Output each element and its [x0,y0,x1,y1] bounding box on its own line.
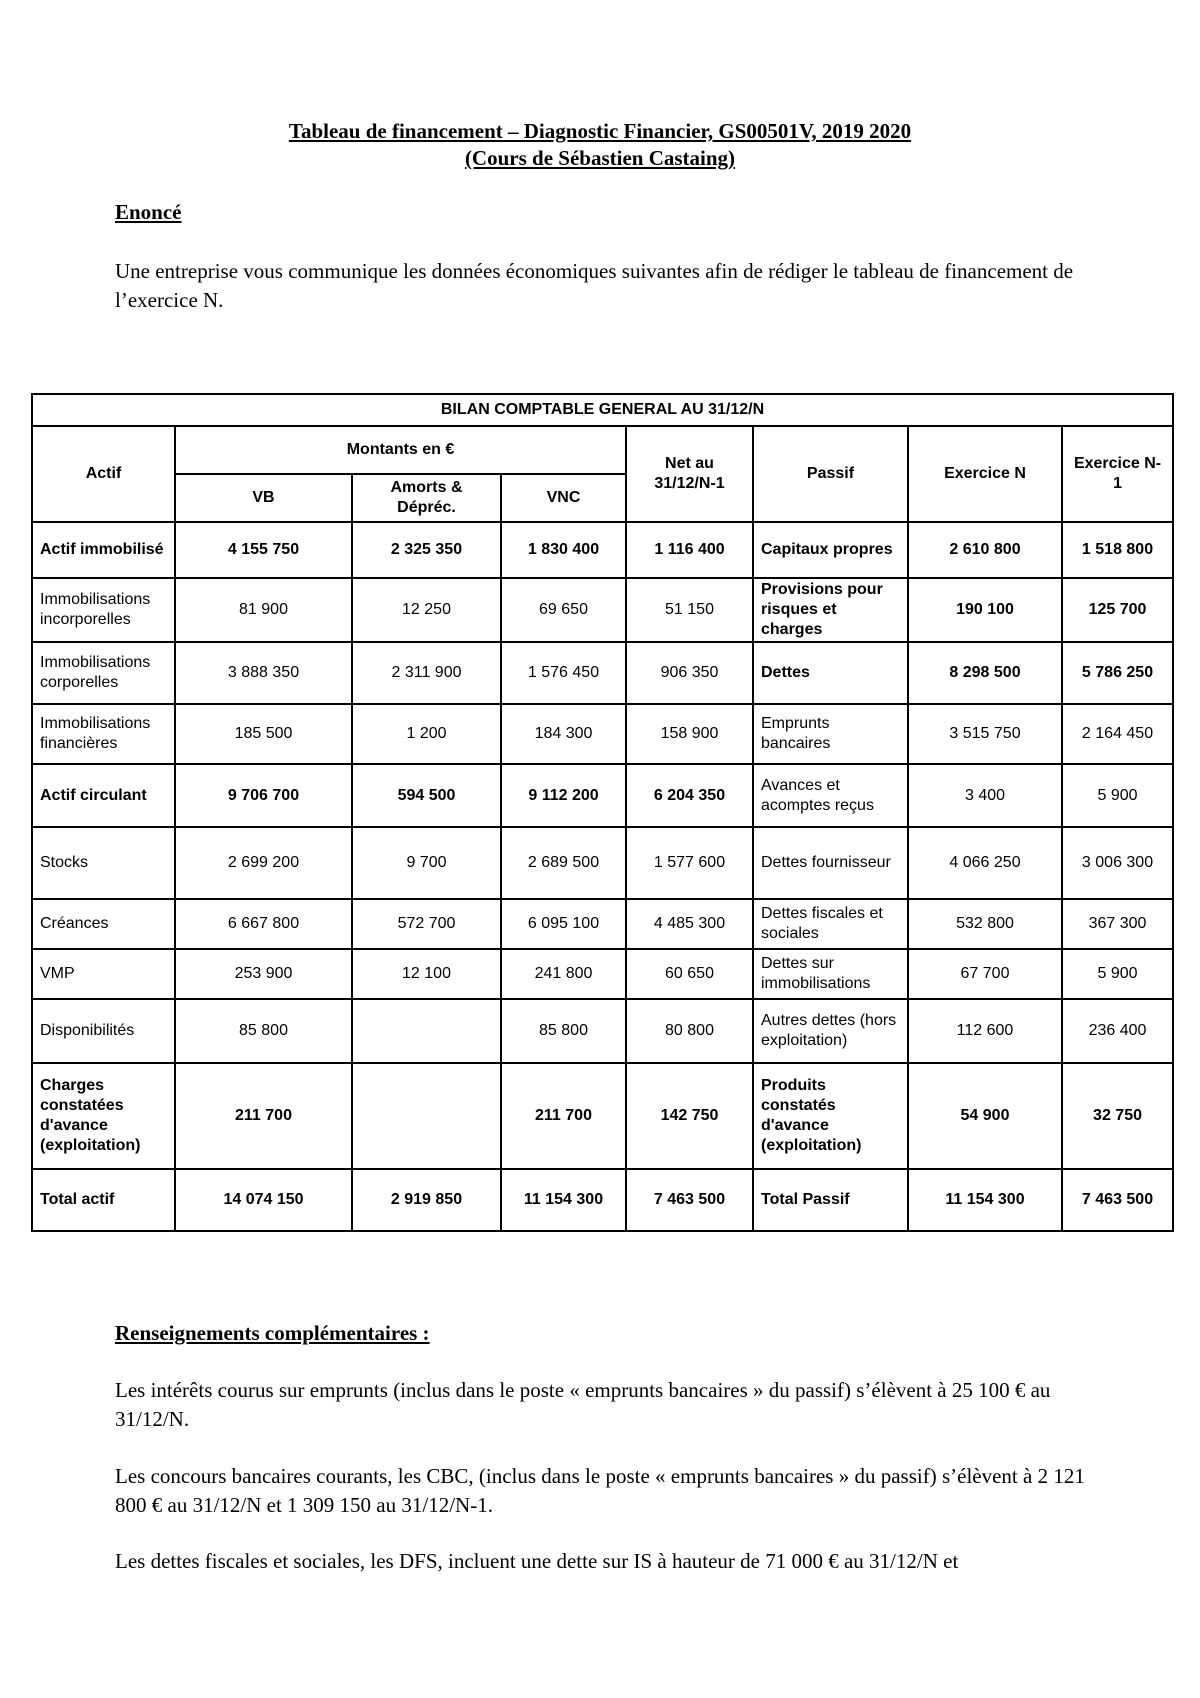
cell-amorts: 2 311 900 [352,642,501,704]
title-line-2: (Cours de Sébastien Castaing) [464,146,736,170]
cell-net: 6 204 350 [626,764,753,827]
enonce-heading: Enoncé [115,200,182,224]
cell-passif: Dettes sur immobilisations [753,949,908,999]
cell-exercice-n-1: 32 750 [1062,1063,1173,1169]
cell-exercice-n: 2 610 800 [908,522,1062,578]
table-title: BILAN COMPTABLE GENERAL AU 31/12/N [32,394,1173,426]
cell-exercice-n-1: 125 700 [1062,578,1173,642]
cell-vb: 211 700 [175,1063,352,1169]
cell-vb: 2 699 200 [175,827,352,899]
cell-vnc: 6 095 100 [501,899,626,949]
cell-amorts: 12 250 [352,578,501,642]
header-actif: Actif [32,426,175,522]
cell-exercice-n: 67 700 [908,949,1062,999]
table-row [32,899,1173,949]
cell-passif: Avances et acomptes reçus [753,764,908,827]
cell-exercice-n: 54 900 [908,1063,1062,1169]
table-row [32,764,1173,827]
cell-actif: Total actif [32,1169,175,1231]
cell-net: 80 800 [626,999,753,1063]
cell-vb: 253 900 [175,949,352,999]
cell-vb: 81 900 [175,578,352,642]
cell-amorts: 572 700 [352,899,501,949]
header-vb: VB [175,474,352,522]
bilan-table [31,393,1174,1232]
header-passif: Passif [753,426,908,522]
cell-actif: Stocks [32,827,175,899]
cell-net: 906 350 [626,642,753,704]
cell-passif: Dettes fiscales et sociales [753,899,908,949]
header-net: Net au 31/12/N-1 [626,426,753,522]
title-line-1: Tableau de financement – Diagnostic Financier, GS00501V, 2019 2020 [288,119,912,143]
cell-exercice-n-1: 367 300 [1062,899,1173,949]
renseignements-paragraph-1: Les intérêts courus sur emprunts (inclus dans le poste « emprunts bancaires » du passif) s’élèvent à 25 100 € au 31/12/N. [115,1378,1051,1431]
cell-net: 142 750 [626,1063,753,1169]
cell-exercice-n: 11 154 300 [908,1169,1062,1231]
header-exercice-n-1: Exercice N-1 [1062,426,1173,522]
cell-amorts [352,1063,501,1169]
cell-actif: Immobilisations incorporelles [32,578,175,642]
cell-net: 7 463 500 [626,1169,753,1231]
cell-amorts: 2 919 850 [352,1169,501,1231]
cell-passif: Produits constatés d'avance (exploitation) [753,1063,908,1169]
table-row [32,949,1173,999]
cell-exercice-n: 112 600 [908,999,1062,1063]
cell-actif: Créances [32,899,175,949]
header-amorts: Amorts & Dépréc. [352,474,501,522]
cell-passif: Provisions pour risques et charges [753,578,908,642]
cell-amorts: 2 325 350 [352,522,501,578]
cell-passif: Total Passif [753,1169,908,1231]
cell-exercice-n: 532 800 [908,899,1062,949]
cell-exercice-n-1: 5 900 [1062,764,1173,827]
table-row [32,578,1173,642]
cell-amorts: 12 100 [352,949,501,999]
cell-vnc: 69 650 [501,578,626,642]
cell-net: 1 116 400 [626,522,753,578]
cell-vb: 3 888 350 [175,642,352,704]
cell-exercice-n-1: 7 463 500 [1062,1169,1173,1231]
cell-exercice-n-1: 2 164 450 [1062,704,1173,764]
document-title [0,118,1200,172]
cell-amorts: 594 500 [352,764,501,827]
cell-actif: Actif circulant [32,764,175,827]
cell-vb: 85 800 [175,999,352,1063]
cell-actif: VMP [32,949,175,999]
cell-vb: 4 155 750 [175,522,352,578]
table-row [32,642,1173,704]
cell-actif: Disponibilités [32,999,175,1063]
cell-exercice-n-1: 5 786 250 [1062,642,1173,704]
cell-net: 158 900 [626,704,753,764]
cell-vnc: 211 700 [501,1063,626,1169]
cell-passif: Capitaux propres [753,522,908,578]
cell-vnc: 2 689 500 [501,827,626,899]
table-row [32,999,1173,1063]
cell-exercice-n-1: 1 518 800 [1062,522,1173,578]
cell-vnc: 184 300 [501,704,626,764]
cell-vnc: 1 576 450 [501,642,626,704]
cell-vnc: 241 800 [501,949,626,999]
cell-exercice-n: 3 515 750 [908,704,1062,764]
table-row [32,1169,1173,1231]
cell-passif: Dettes fournisseur [753,827,908,899]
cell-exercice-n-1: 3 006 300 [1062,827,1173,899]
cell-exercice-n: 190 100 [908,578,1062,642]
cell-exercice-n: 8 298 500 [908,642,1062,704]
cell-actif: Immobilisations financières [32,704,175,764]
cell-net: 51 150 [626,578,753,642]
cell-vb: 9 706 700 [175,764,352,827]
cell-exercice-n-1: 5 900 [1062,949,1173,999]
header-vnc: VNC [501,474,626,522]
cell-passif: Emprunts bancaires [753,704,908,764]
cell-amorts: 9 700 [352,827,501,899]
cell-exercice-n: 4 066 250 [908,827,1062,899]
renseignements-paragraph-3: Les dettes fiscales et sociales, les DFS, incluent une dette sur IS à hauteur de 71 000 € au 31/12/N et [115,1549,959,1573]
cell-vnc: 85 800 [501,999,626,1063]
renseignements-paragraph-2: Les concours bancaires courants, les CBC, (inclus dans le poste « emprunts bancaires » du passif) s’élèvent à 2 121 800 € au 31/12/N et 1 309 150 au 31/12/N-1. [115,1464,1085,1517]
cell-exercice-n: 3 400 [908,764,1062,827]
cell-actif: Charges constatées d'avance (exploitation) [32,1063,175,1169]
cell-vnc: 11 154 300 [501,1169,626,1231]
table-row [32,827,1173,899]
header-exercice-n: Exercice N [908,426,1062,522]
cell-amorts [352,999,501,1063]
table-row [32,522,1173,578]
table-row [32,1063,1173,1169]
table-row [32,704,1173,764]
cell-actif: Actif immobilisé [32,522,175,578]
cell-vnc: 1 830 400 [501,522,626,578]
cell-vb: 185 500 [175,704,352,764]
enonce-text: Une entreprise vous communique les données économiques suivantes afin de rédiger le tableau de financement de l’exercice N. [115,259,1074,312]
cell-net: 1 577 600 [626,827,753,899]
cell-exercice-n-1: 236 400 [1062,999,1173,1063]
header-montants: Montants en € [175,426,626,474]
cell-actif: Immobilisations corporelles [32,642,175,704]
cell-vnc: 9 112 200 [501,764,626,827]
cell-vb: 14 074 150 [175,1169,352,1231]
cell-amorts: 1 200 [352,704,501,764]
renseignements-heading: Renseignements complémentaires : [115,1321,430,1345]
cell-passif: Autres dettes (hors exploitation) [753,999,908,1063]
cell-net: 4 485 300 [626,899,753,949]
cell-net: 60 650 [626,949,753,999]
cell-vb: 6 667 800 [175,899,352,949]
cell-passif: Dettes [753,642,908,704]
